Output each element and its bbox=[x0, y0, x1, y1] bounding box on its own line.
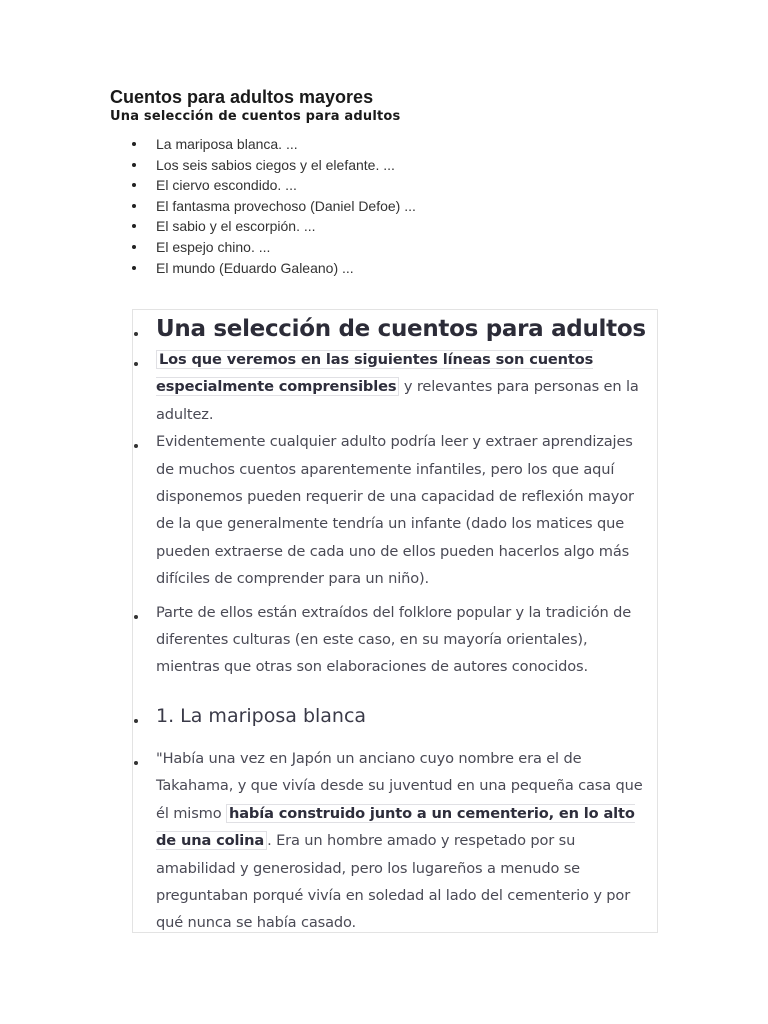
clipping-heading: Una selección de cuentos para adultos bbox=[133, 312, 657, 346]
clipping-paragraph bbox=[133, 745, 657, 933]
section-heading: 1. La mariposa blanca bbox=[133, 701, 657, 731]
list-item: El fantasma provechoso (Daniel Defoe) ... bbox=[132, 196, 670, 217]
list-item: El mundo (Eduardo Galeano) ... bbox=[132, 258, 670, 279]
paragraph-text: y relevantes para personas en la adultez. bbox=[156, 378, 639, 423]
list-item: Los seis sabios ciegos y el elefante. ... bbox=[132, 155, 670, 176]
clipping-list bbox=[133, 312, 657, 933]
clipping-paragraph: Evidentemente cualquier adulto podría leer y extraer aprendizajes de muchos cuentos aparentemente infantiles, pero los que aquí disponemos pueden requerir de una capacidad de reflexión mayor de la que generalmente tendría un infante (dado los matices que pueden extraerse de cada uno de ellos pueden hacerlos algo más difíciles de comprender para un niño). bbox=[133, 428, 657, 592]
document-title: Cuentos para adultos mayores bbox=[110, 87, 374, 107]
list-item: El sabio y el escorpión. ... bbox=[132, 216, 670, 237]
document-subtitle: Una selección de cuentos para adultos bbox=[110, 109, 401, 124]
clipping-paragraph: Parte de ellos están extraídos del folklore popular y la tradición de diferentes culturas (en este caso, en su mayoría orientales), mientras que otras son elaboraciones de autores conocidos. bbox=[133, 599, 657, 681]
clipping-paragraph bbox=[133, 346, 657, 428]
highlighted-text: había construido junto a un cementerio, en lo alto de una colina bbox=[156, 804, 635, 850]
list-item: El espejo chino. ... bbox=[132, 237, 670, 258]
paragraph-text: "Había una vez en Japón un anciano cuyo nombre era el de Takahama, y que vivía desde su juventud en una pequeña casa que él mismo bbox=[156, 749, 643, 822]
web-clipping bbox=[132, 309, 658, 933]
list-item: La mariposa blanca. ... bbox=[132, 134, 670, 155]
highlighted-text: Los que veremos en las siguientes líneas son cuentos especialmente comprensibles bbox=[156, 351, 594, 396]
document-page bbox=[110, 86, 670, 278]
list-item: El ciervo escondido. ... bbox=[132, 175, 670, 196]
paragraph-text: . Era un hombre amado y respetado por su amabilidad y generosidad, pero los lugareños a menudo se preguntaban porqué vivía en soledad al lado del cementerio y por qué nunca se había casado. bbox=[156, 832, 631, 932]
story-list bbox=[110, 134, 670, 278]
